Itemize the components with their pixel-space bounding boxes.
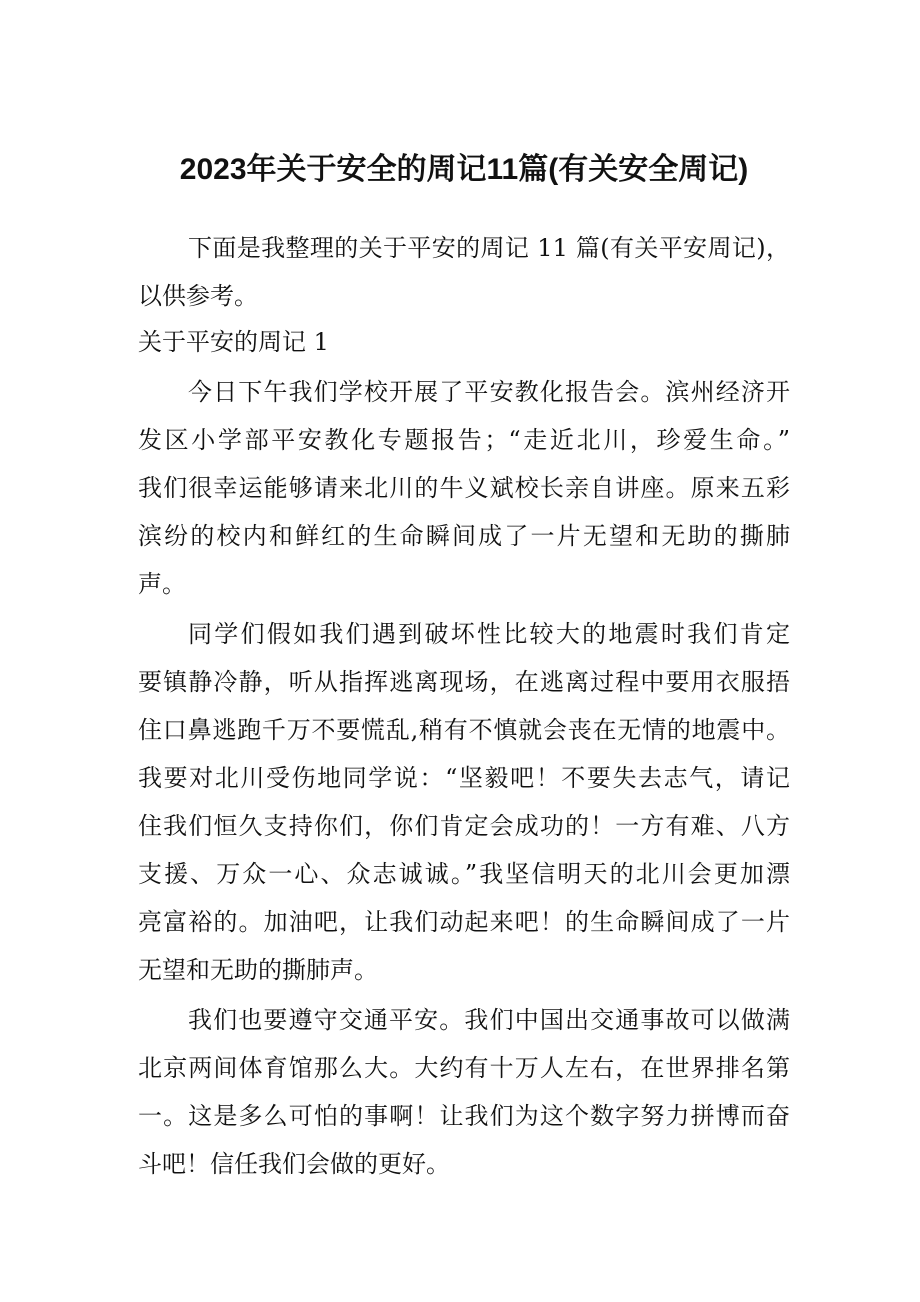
paragraph-line: 声。	[138, 570, 186, 598]
paragraph-line: 今日下午我们学校开展了平安教化报告会。滨州经济开	[188, 378, 790, 406]
paragraph-line: 要镇静冷静，听从指挥逃离现场，在逃离过程中要用衣服捂	[138, 668, 790, 696]
paragraph-line: 我们也要遵守交通平安。我们中国出交通事故可以做满	[188, 1006, 790, 1034]
paragraph-line: 住口鼻逃跑千万不要慌乱,稍有不慎就会丧在无情的地震中。	[138, 716, 790, 744]
paragraph-line: 我们很幸运能够请来北川的牛义斌校长亲自讲座。原来五彩	[138, 474, 790, 502]
paragraph-line: 无望和无助的撕肺声。	[138, 956, 378, 984]
document-title: 2023年关于安全的周记11篇(有关安全周记)	[179, 153, 749, 186]
paragraph-line: 北京两间体育馆那么大。大约有十万人左右，在世界排名第	[138, 1054, 790, 1082]
paragraph-line: 亮富裕的。加油吧，让我们动起来吧！的生命瞬间成了一片	[138, 908, 790, 936]
section-heading: 关于平安的周记 1	[138, 328, 329, 356]
paragraph-line: 发区小学部平安教化专题报告；“走近北川，珍爱生命。”	[138, 426, 790, 454]
paragraph-line: 支援、万众一心、众志诚诚。”我坚信明天的北川会更加漂	[138, 860, 790, 888]
paragraph-line: 斗吧！信任我们会做的更好。	[138, 1150, 450, 1178]
intro-line: 以供参考。	[138, 282, 258, 310]
paragraph-line: 一。这是多么可怕的事啊！让我们为这个数字努力拼博而奋	[138, 1102, 790, 1130]
paragraph-line: 滨纷的校内和鲜红的生命瞬间成了一片无望和无助的撕肺	[138, 522, 790, 550]
paragraph-line: 我要对北川受伤地同学说：“坚毅吧！不要失去志气，请记	[138, 764, 790, 792]
paragraph-line: 同学们假如我们遇到破坏性比较大的地震时我们肯定	[188, 620, 790, 648]
paragraph-line: 住我们恒久支持你们，你们肯定会成功的！一方有难、八方	[138, 812, 790, 840]
intro-line: 下面是我整理的关于平安的周记 11 篇(有关平安周记)，	[188, 234, 790, 262]
